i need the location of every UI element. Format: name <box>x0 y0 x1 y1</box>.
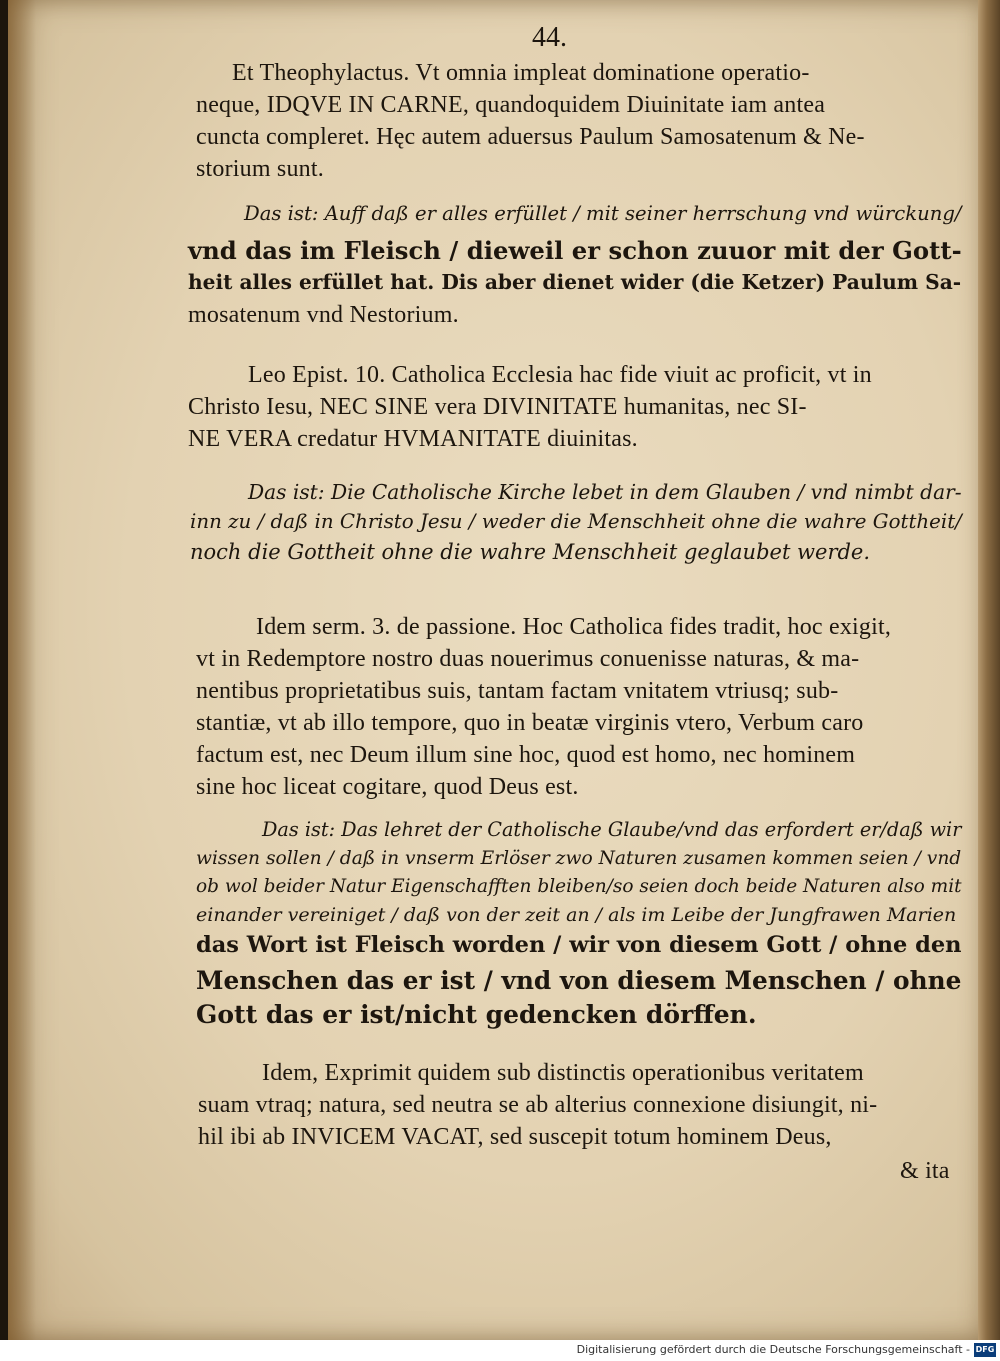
text-line: ob wol beider Natur Eigenschafften bleiben/so seien doch beide Naturen also mit <box>196 876 962 897</box>
text-line: mosatenum vnd Nestorium. <box>188 302 459 328</box>
text-line: cuncta compleret. Hęc autem aduersus Paulum Samosatenum & Ne- <box>196 124 865 150</box>
footer-bar <box>0 1340 1000 1361</box>
text-line: Menschen das er ist / vnd von diesem Menschen / ohne <box>196 966 962 995</box>
text-line: heit alles erfüllet hat. Dis aber dienet wider (die Ketzer) Paulum Sa- <box>188 270 962 294</box>
text-line: vnd das im Fleisch / dieweil er schon zuuor mit der Gott- <box>188 236 962 265</box>
text-line: Christo Iesu, NEC SINE vera DIVINITATE humanitas, nec SI- <box>188 394 807 420</box>
text-line: noch die Gottheit ohne die wahre Menschheit geglaubet werde. <box>190 540 871 564</box>
text-line: storium sunt. <box>196 156 324 182</box>
page-edge <box>978 0 1000 1340</box>
footer-credit: Digitalisierung gefördert durch die Deutsche Forschungsgemeinschaft - <box>576 1343 970 1356</box>
text-line: Gott das er ist/nicht gedencken dörffen. <box>196 1000 757 1029</box>
page-number: 44. <box>532 22 567 53</box>
page-gutter-shadow <box>8 0 36 1340</box>
text-line: einander vereiniget / daß von der zeit an / als im Leibe der Jungfrawen Marien <box>196 904 957 926</box>
text-line: das Wort ist Fleisch worden / wir von diesem Gott / ohne den <box>196 932 962 958</box>
text-line: vt in Redemptore nostro duas nouerimus conuenisse naturas, & ma- <box>196 646 860 672</box>
text-line: suam vtraq; natura, sed neutra se ab alterius connexione disiungit, ni- <box>198 1092 878 1118</box>
text-line: factum est, nec Deum illum sine hoc, quod est homo, nec hominem <box>196 742 856 768</box>
text-line: hil ibi ab INVICEM VACAT, sed suscepit totum hominem Deus, <box>198 1124 832 1150</box>
text-line: Idem serm. 3. de passione. Hoc Catholica fides tradit, hoc exigit, <box>256 614 892 640</box>
text-line: nentibus proprietatibus suis, tantam factam vnitatem vtriusq; sub- <box>196 678 839 704</box>
text-line: neque, IDQVE IN CARNE, quandoquidem Diuinitate iam antea <box>196 92 826 118</box>
text-line: stantiæ, vt ab illo tempore, quo in beatæ virginis vtero, Verbum caro <box>196 710 864 736</box>
text-line: Das ist: Die Catholische Kirche lebet in dem Glauben / vnd nimbt dar- <box>248 480 962 504</box>
catchword: & ita <box>900 1158 950 1184</box>
text-line: Das ist: Auff daß er alles erfüllet / mit seiner herrschung vnd würckung/ <box>244 202 962 225</box>
text-line: wissen sollen / daß in vnserm Erlöser zwo Naturen zusamen kommen seien / vnd <box>196 848 962 869</box>
text-line: NE VERA credatur HVMANITATE diuinitas. <box>188 426 638 452</box>
dfg-logo-icon: DFG <box>974 1343 996 1357</box>
text-line: Idem, Exprimit quidem sub distinctis operationibus veritatem <box>262 1060 864 1086</box>
text-line: inn zu / daß in Christo Jesu / weder die Menschheit ohne die wahre Gottheit/ <box>190 510 962 533</box>
text-line: Leo Epist. 10. Catholica Ecclesia hac fide viuit ac proficit, vt in <box>248 362 872 388</box>
text-line: Das ist: Das lehret der Catholische Glaube/vnd das erfordert er/daß wir <box>262 818 962 841</box>
text-line: Et Theophylactus. Vt omnia impleat dominatione operatio- <box>232 60 810 86</box>
text-line: sine hoc liceat cogitare, quod Deus est. <box>196 774 579 800</box>
